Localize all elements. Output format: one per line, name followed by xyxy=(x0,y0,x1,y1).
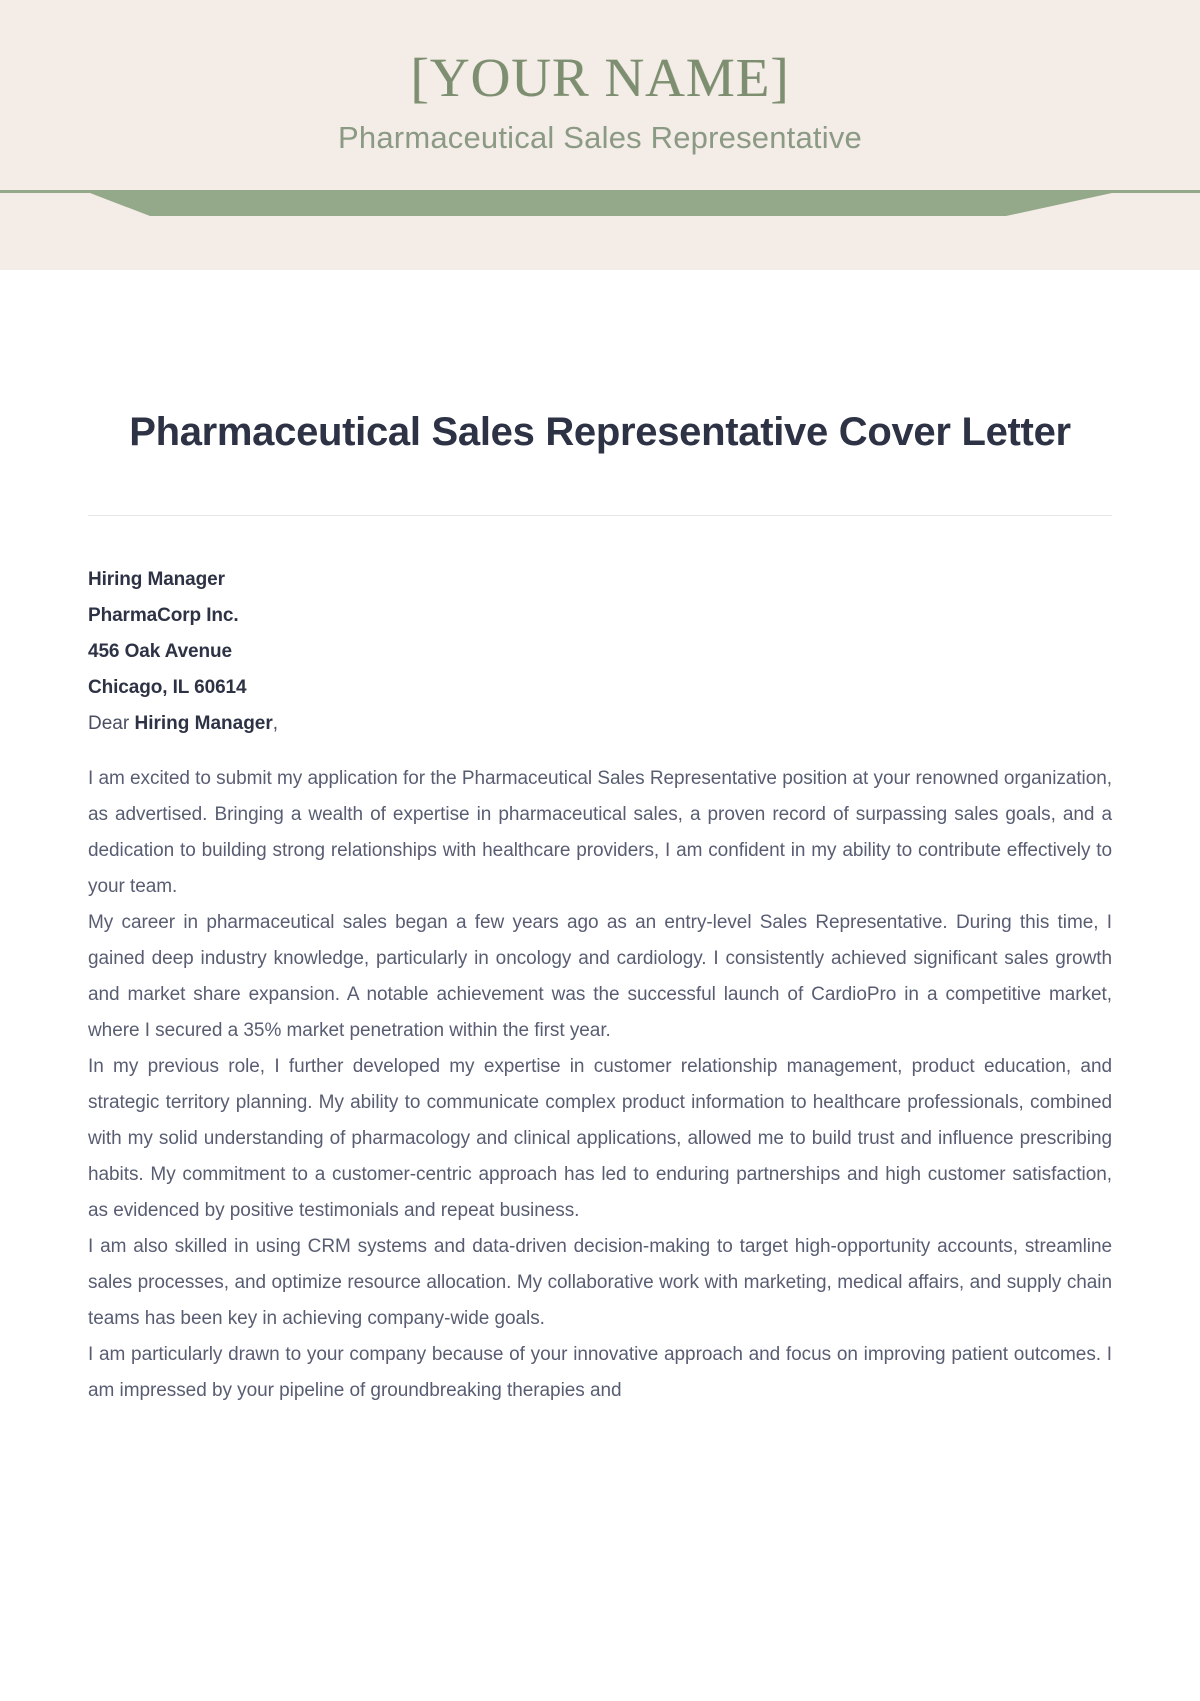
letterhead-role: Pharmaceutical Sales Representative xyxy=(338,120,862,155)
page-title: Pharmaceutical Sales Representative Cover Letter xyxy=(129,410,1071,454)
salutation-prefix: Dear xyxy=(88,713,135,734)
recipient-city-state-zip: Chicago, IL 60614 xyxy=(88,677,247,698)
letterhead-name: [YOUR NAME] xyxy=(410,47,790,108)
letterhead-divider-rule xyxy=(0,190,1200,193)
salutation-line xyxy=(88,706,1112,742)
letterhead-banner xyxy=(0,0,1200,270)
salutation-recipient: Hiring Manager xyxy=(134,713,273,734)
title-divider xyxy=(88,515,1112,516)
body-paragraph: My career in pharmaceutical sales began a few years ago as an entry-level Sales Representative. During this time, I gained deep industry knowledge, particularly in oncology and cardiology. I consistently achieved significant sales growth and market share expansion. A notable achievement was the successful launch of CardioPro in a competitive market, where I secured a 35% market penetration within the first year. xyxy=(88,912,1112,1041)
cover-letter-document xyxy=(0,270,1200,1409)
letterhead-text-block xyxy=(0,0,1200,158)
recipient-name: Hiring Manager xyxy=(88,569,225,590)
body-paragraph: I am particularly drawn to your company because of your innovative approach and focus on improving patient outcomes. I am impressed by your pipeline of groundbreaking therapies and xyxy=(88,1344,1112,1401)
body-paragraph: I am excited to submit my application for the Pharmaceutical Sales Representative position at your renowned organization, as advertised. Bringing a wealth of expertise in pharmaceutical sales, a proven record of surpassing sales goals, and a dedication to building strong relationships with healthcare providers, I am confident in my ability to contribute effectively to your team. xyxy=(88,768,1112,897)
recipient-street: 456 Oak Avenue xyxy=(88,641,232,662)
body-paragraph: I am also skilled in using CRM systems and data-driven decision-making to target high-opportunity accounts, streamline sales processes, and optimize resource allocation. My collaborative work with marketing, medical affairs, and supply chain teams has been key in achieving company-wide goals. xyxy=(88,1236,1112,1329)
letterhead-ribbon xyxy=(0,193,1200,216)
recipient-company: PharmaCorp Inc. xyxy=(88,605,239,626)
salutation-suffix: , xyxy=(272,713,279,734)
recipient-address-block xyxy=(88,562,1112,706)
body-paragraph: In my previous role, I further developed my expertise in customer relationship management, product education, and strategic territory planning. My ability to communicate complex product information to healthcare professionals, combined with my solid understanding of pharmacology and clinical applications, allowed me to build trust and influence prescribing habits. My commitment to a customer-centric approach has led to enduring partnerships and high customer satisfaction, as evidenced by positive testimonials and repeat business. xyxy=(88,1056,1112,1221)
